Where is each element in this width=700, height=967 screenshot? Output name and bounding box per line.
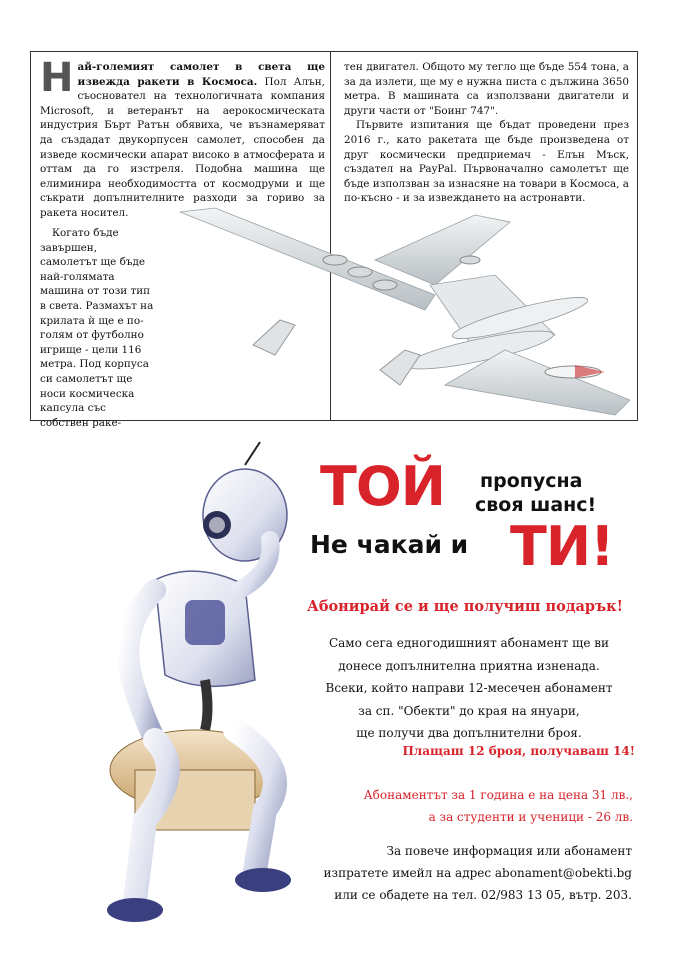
article-lead <box>40 55 325 221</box>
contact-info <box>290 840 632 906</box>
article-paragraph: Първите изпитания ще бъдат проведени през 2016 г., като ракетата ще бъде произведена от друг космически предприемач - Елън Мъск, създател на PayPal. Първоначално самолетът ще бъде използван за изнасяне на товари в Космоса, а по-късно - и за извеждането на астронавти. <box>344 119 629 205</box>
headline-script-text: своя шанс! <box>475 494 597 516</box>
price-line: Абонаментът за 1 година е на цена 31 лв., <box>363 788 633 802</box>
headline-big-word: ТОЙ <box>320 455 445 518</box>
offer-description <box>305 632 633 745</box>
promo-heading: Абонирай се и ще получиш подарък! <box>307 598 623 615</box>
article-paragraph: Когато бъде завършен, самолетът ще бъде най-голямата машина от този тип в света. Размахът на крилата ѝ ще е по-голям от футболно игрище - цели 116 метра. Под корпуса си самолетът ще носи космическа капсула със собствен раке- <box>40 227 154 429</box>
headline-script-text: пропусна <box>480 470 583 492</box>
article-paragraph: тен двигател. Общото му тегло ще бъде 554 тона, а за да излети, ще му е нужна писта с дължина 3650 метра. В машината са използвани двигатели и други части от "Боинг 747". <box>344 61 629 117</box>
dropcap: Н <box>40 55 74 101</box>
contact-line: изпратете имейл на адрес abonament@obekti.bg <box>323 866 632 880</box>
offer-line: ще получи два допълнителни броя. <box>356 726 582 740</box>
deal-highlight: Плащаш 12 броя, получаваш 14! <box>402 744 635 758</box>
headline-big-word: ТИ! <box>510 515 614 578</box>
price-info <box>305 784 633 828</box>
offer-line: Всеки, който направи 12-месечен абонамент <box>325 681 613 695</box>
offer-line: за сп. "Обекти" до края на януари, <box>358 703 580 718</box>
article-left-narrow-column <box>40 226 154 430</box>
offer-line: донесе допълнителна приятна изненада. <box>338 658 600 673</box>
article-right-column <box>344 60 629 206</box>
headline-text: Не чакай и <box>310 530 469 559</box>
article-lead-bold: ай-големият самолет в света ще извежда ракети в Космоса. <box>77 61 325 88</box>
article-lead-text: Пол Алън, съосновател на технологичната компания Microsoft, и ветеранът на аерокосмическата индустрия Бърт Ратън обявиха, че възнамеряват да създадат двукорпусен самолет, способен да изведе космически апарат високо в атмосферата и оттам да го изстреля. Подобна машина ще елиминира необходимостта от космодруми и ще съкрати допълнителните разходи за горивo за ракета носител. <box>40 75 325 219</box>
twin-fuselage-airplane-image <box>175 200 630 420</box>
offer-line: Само сега едногодишният абонамент ще ви <box>328 636 610 650</box>
contact-line: За повече информация или абонамент <box>386 844 632 858</box>
contact-line: или се обадете на тел. 02/983 13 05, вътр. 203. <box>334 888 632 902</box>
price-line: а за студенти и ученици - 26 лв. <box>428 810 633 824</box>
thinking-robot-image <box>95 440 320 930</box>
